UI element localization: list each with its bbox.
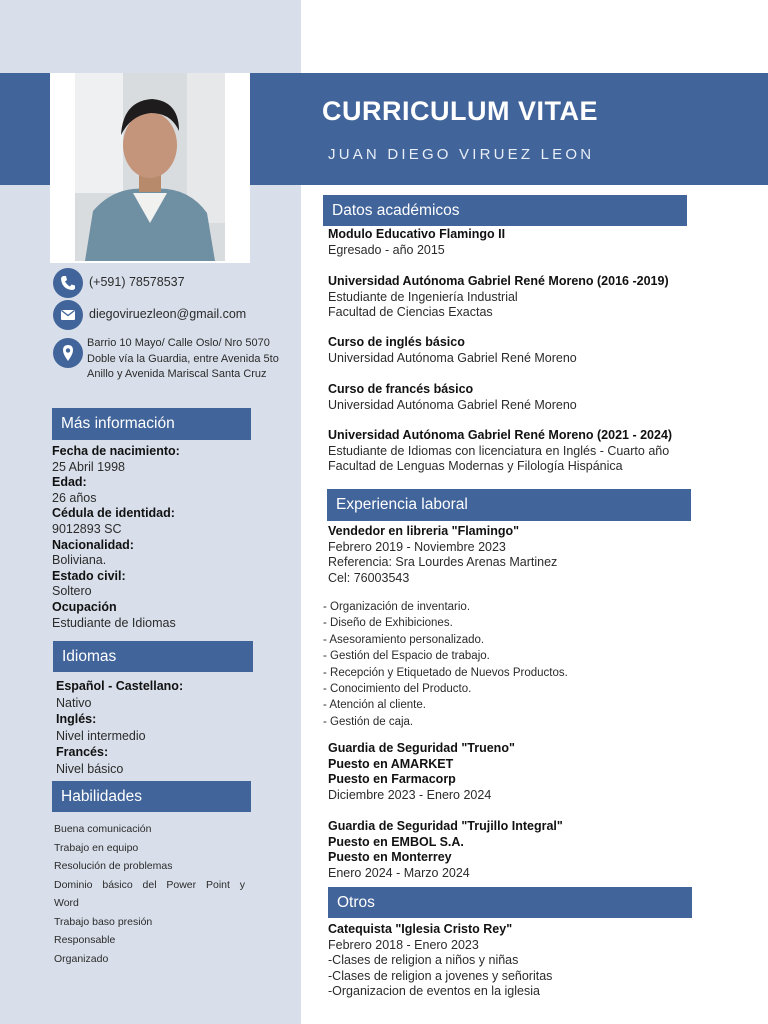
languages-list	[56, 678, 183, 778]
skill-item: Organizado	[54, 952, 109, 965]
academic-entry-title: Modulo Educativo Flamingo II	[328, 227, 506, 241]
info-value: Soltero	[52, 584, 92, 599]
more-info-heading: Más información	[52, 408, 251, 440]
skill-item: Trabajo baso presión	[54, 915, 153, 928]
page-title: CURRICULUM VITAE	[322, 96, 598, 126]
location-icon	[53, 338, 83, 368]
job-line: Febrero 2019 - Noviembre 2023	[328, 539, 506, 554]
info-value: 26 años	[52, 490, 97, 505]
duty-item: - Gestión del Espacio de trabajo.	[323, 650, 490, 663]
job-line: Diciembre 2023 - Enero 2024	[328, 787, 492, 802]
more-info-list	[52, 444, 180, 631]
language-level: Nivel básico	[56, 761, 124, 776]
info-label: Fecha de nacimiento:	[52, 444, 180, 458]
job-duties	[323, 599, 568, 730]
duty-item: - Conocimiento del Producto.	[323, 683, 472, 696]
duty-item: - Organización de inventario.	[323, 601, 471, 613]
academic-entry-title: Curso de francés básico	[328, 382, 474, 396]
info-value: 25 Abril 1998	[52, 459, 125, 474]
profile-photo	[75, 73, 225, 261]
info-label: Ocupación	[52, 599, 117, 614]
info-value: Boliviana.	[52, 553, 107, 568]
job-post: Puesto en AMARKET	[328, 756, 454, 771]
others-line: -Clases de religion a jovenes y señoritas	[328, 968, 553, 983]
job-post: Puesto en Farmacorp	[328, 772, 456, 786]
language-label: Español - Castellano:	[56, 679, 184, 693]
job-title: Vendedor en libreria "Flamingo"	[328, 524, 520, 538]
skill-item: Buena comunicación	[54, 823, 152, 835]
person-name: JUAN DIEGO VIRUEZ LEON	[328, 146, 595, 163]
others-line: -Clases de religion a niños y niñas	[328, 953, 519, 967]
skill-item: Resolución de problemas	[54, 860, 173, 872]
job-line: Cel: 76003543	[328, 570, 410, 585]
academic-entry-line: Universidad Autónoma Gabriel René Moreno	[328, 397, 577, 412]
address-line: Barrio 10 Mayo/ Calle Oslo/ Nro 5070	[87, 337, 270, 349]
address-line: Doble vía la Guardia, entre Avenida 5to	[87, 352, 279, 365]
academic-entry	[328, 227, 505, 258]
language-label: Francés:	[56, 745, 109, 760]
skill-item: Word	[54, 897, 79, 909]
academic-entry	[328, 382, 577, 413]
academic-entry-line: Universidad Autónoma Gabriel René Moreno	[328, 350, 577, 365]
academic-entry-title: Curso de inglés básico	[328, 335, 465, 349]
others-entry	[328, 922, 552, 1000]
academic-entry-line: Facultad de Ciencias Exactas	[328, 305, 493, 319]
academic-entry-line: Estudiante de Ingeniería Industrial	[328, 289, 518, 304]
info-label: Edad:	[52, 475, 87, 490]
language-level: Nativo	[56, 695, 92, 710]
skills-list	[54, 820, 250, 968]
academic-entry-title: Universidad Autónoma Gabriel René Moreno (2016 -2019)	[328, 274, 669, 288]
skills-heading: Habilidades	[52, 781, 251, 812]
others-title: Catequista "Iglesia Cristo Rey"	[328, 922, 513, 936]
job-line: Referencia: Sra Lourdes Arenas Martinez	[328, 555, 558, 569]
duty-item: - Gestión de caja.	[323, 715, 414, 728]
others-line: -Organizacion de eventos en la iglesia	[328, 984, 540, 998]
job-entry	[328, 524, 557, 586]
job-entry	[328, 741, 515, 803]
job-title: Guardia de Seguridad "Trueno"	[328, 741, 515, 755]
duty-item: - Asesoramiento personalizado.	[323, 633, 485, 646]
academic-entry	[328, 428, 672, 475]
academic-heading: Datos académicos	[323, 195, 687, 226]
email-icon	[53, 300, 83, 330]
duty-item: - Diseño de Exhibiciones.	[323, 617, 453, 630]
info-value: Estudiante de Idiomas	[52, 615, 176, 630]
experience-heading: Experiencia laboral	[327, 489, 691, 521]
academic-entry-title: Universidad Autónoma Gabriel René Moreno (2021 - 2024)	[328, 428, 673, 442]
academic-entry-line: Estudiante de Idiomas con licenciatura en Inglés - Cuarto año	[328, 443, 670, 458]
job-line: Enero 2024 - Marzo 2024	[328, 865, 470, 880]
duty-item: - Atención al cliente.	[323, 699, 426, 712]
job-post: Puesto en Monterrey	[328, 850, 452, 864]
skill-item: Dominio básico del Power Point y	[54, 878, 245, 891]
language-label: Inglés:	[56, 712, 97, 727]
others-line: Febrero 2018 - Enero 2023	[328, 937, 479, 952]
job-post: Puesto en EMBOL S.A.	[328, 834, 464, 849]
email-text: diegoviruezleon@gmail.com	[89, 307, 247, 321]
info-value: 9012893 SC	[52, 521, 122, 536]
job-entry	[328, 819, 563, 881]
address	[87, 336, 297, 383]
language-level: Nivel intermedio	[56, 728, 146, 743]
languages-heading: Idiomas	[53, 641, 253, 672]
phone-icon	[53, 268, 83, 298]
academic-entry-line: Egresado - año 2015	[328, 242, 445, 257]
others-heading: Otros	[328, 887, 692, 918]
info-label: Estado civil:	[52, 568, 126, 583]
academic-entry-line: Facultad de Lenguas Modernas y Filología Hispánica	[328, 459, 623, 473]
academic-entry	[328, 335, 577, 366]
info-label: Nacionalidad:	[52, 537, 134, 552]
academic-entry	[328, 274, 669, 321]
info-label: Cédula de identidad:	[52, 506, 175, 521]
job-title: Guardia de Seguridad "Trujillo Integral"	[328, 819, 563, 833]
skill-item: Responsable	[54, 934, 116, 946]
duty-item: - Recepción y Etiquetado de Nuevos Productos.	[323, 666, 568, 679]
address-line: Anillo y Avenida Mariscal Santa Cruz	[87, 368, 267, 380]
phone-text: (+591) 78578537	[89, 275, 185, 289]
skill-item: Trabajo en equipo	[54, 841, 139, 854]
